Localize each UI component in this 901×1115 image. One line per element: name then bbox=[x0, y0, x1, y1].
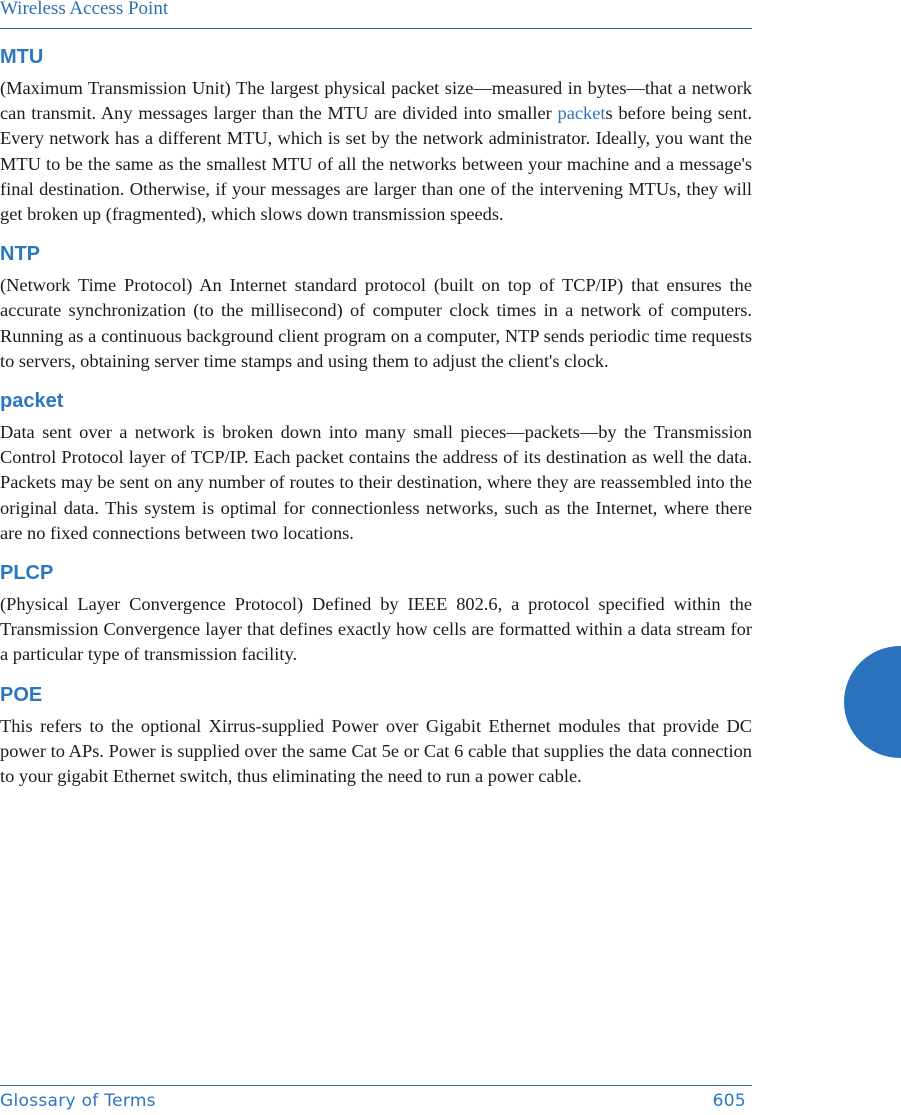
packet-link[interactable]: packet bbox=[557, 103, 606, 124]
glossary-entry-plcp bbox=[0, 560, 752, 668]
term-definition: This refers to the optional Xirrus-supplied Power over Gigabit Ethernet modules that provide DC power to APs. Power is supplied over the same Cat 5e or Cat 6 cable that supplies the data connection to your gigabit Ethernet switch, thus eliminating the need to run a power cable. bbox=[0, 715, 752, 787]
term-definition: (Physical Layer Convergence Protocol) Defined by IEEE 802.6, a protocol specified within the Transmission Convergence layer that defines exactly how cells are formatted within a data stream for a particular type of transmission facility. bbox=[0, 594, 752, 665]
glossary-entry-mtu bbox=[0, 44, 752, 227]
glossary-content bbox=[0, 44, 752, 803]
term-heading: POE bbox=[0, 683, 43, 706]
term-definition: (Network Time Protocol) An Internet standard protocol (built on top of TCP/IP) that ensures the accurate synchronization (to the millisecond) of computer clock times in a network of computers. Running as a continuous background client program on a computer, NTP sends periodic time requests to servers, obtaining server time stamps and using them to adjust the client's clock. bbox=[0, 275, 752, 371]
page-number: 605 bbox=[712, 1091, 746, 1111]
chapter-tab-marker bbox=[844, 646, 901, 758]
glossary-entry-ntp bbox=[0, 241, 752, 374]
term-heading: packet bbox=[0, 390, 64, 413]
term-definition: Data sent over a network is broken down into many small pieces—packets—by the Transmission Control Protocol layer of TCP/IP. Each packet contains the address of its destination as well the data. Packets may be sent on any number of routes to their destination, where they are reassembled into the original data. This system is optimal for connectionless networks, such as the Internet, where there are no fixed connections between two locations. bbox=[0, 422, 752, 543]
definition-text: (Maximum Transmission Unit) The largest physical packet size—measured in bytes—that a network can transmit. Any messages larger than the MTU are divided into smaller bbox=[0, 78, 752, 124]
running-header bbox=[0, 0, 752, 29]
term-heading: PLCP bbox=[0, 562, 54, 585]
footer-section-title: Glossary of Terms bbox=[0, 1091, 156, 1111]
glossary-entry-packet bbox=[0, 388, 752, 546]
glossary-entry-poe bbox=[0, 682, 752, 790]
running-footer bbox=[0, 1085, 752, 1115]
definition-text: s before being sent. Every network has a different MTU, which is set by the network administrator. Ideally, you want the MTU to be the same as the smallest MTU of all the networks between your machine and a message's final destination. Otherwise, if your messages are larger than one of the intervening MTUs, they will get broken up (fragmented), which slows down transmission speeds. bbox=[0, 103, 752, 225]
term-heading: MTU bbox=[0, 46, 44, 68]
term-heading: NTP bbox=[0, 243, 40, 266]
header-title: Wireless Access Point bbox=[0, 0, 169, 19]
term-definition bbox=[0, 76, 752, 227]
